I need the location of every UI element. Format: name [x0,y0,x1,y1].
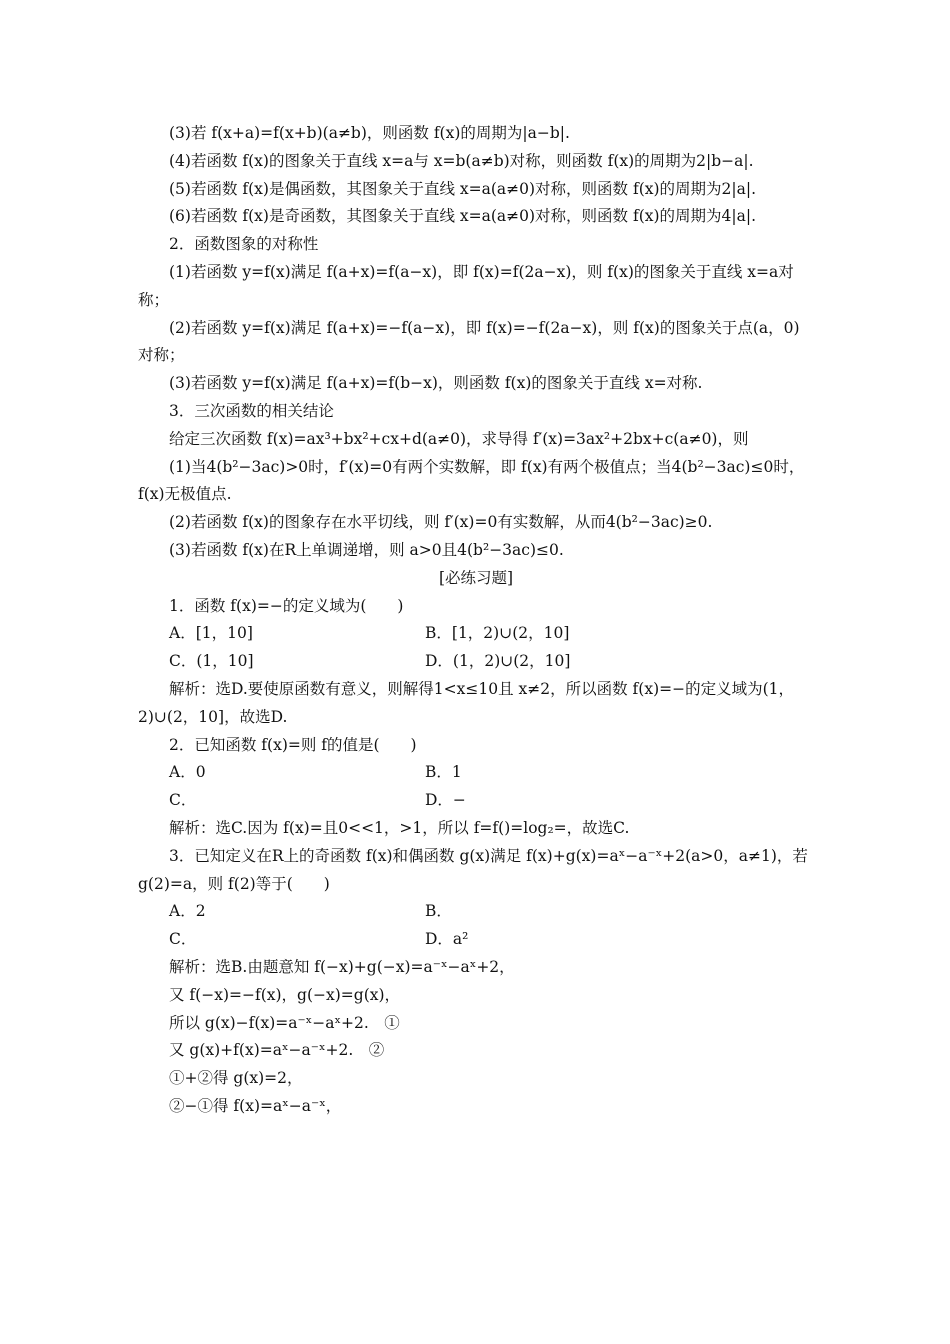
q2-analysis: 解析：选C.因为 f(x)=且0<<1，>1，所以 f=f()=log₂=，故选C. [169,818,630,837]
q1-option-a: A．[1，10] [169,624,253,643]
heading-symmetry: 2．函数图象的对称性 [169,235,319,254]
q3-option-b: B． [425,902,452,921]
q3-option-c: C． [169,930,197,949]
q3-analysis-line-3: 所以 g(x)−f(x)=a⁻ˣ−aˣ+2. ① [169,1013,400,1032]
q2-options-row-2 [138,787,814,815]
symmetry-rule-3: (3)若函数 y=f(x)满足 f(a+x)=f(b−x)，则函数 f(x)的图象关于直线 x=对称. [169,374,703,393]
q3-analysis-line-4: 又 g(x)+f(x)=aˣ−a⁻ˣ+2. ② [169,1041,385,1060]
cubic-intro: 给定三次函数 f(x)=ax³+bx²+cx+d(a≠0)，求导得 f′(x)=3ax²+2bx+c(a≠0)，则 [169,429,749,448]
cubic-rule-3: (3)若函数 f(x)在R上单调递增，则 a>0且4(b²−3ac)≤0. [169,540,564,559]
cubic-rule-1: (1)当4(b²−3ac)>0时，f′(x)=0有两个实数解，即 f(x)有两个极值点；当4(b²−3ac)≤0时，f(x)无极值点. [138,457,805,504]
q3-stem: 3．已知定义在R上的奇函数 f(x)和偶函数 g(x)满足 f(x)+g(x)=aˣ−a⁻ˣ+2(a>0，a≠1)，若 g(2)=a，则 f(2)等于( ) [138,846,813,893]
q3-option-a: A．2 [169,902,206,921]
q2-option-c: C． [169,791,197,810]
heading-cubic: 3．三次函数的相关结论 [169,401,334,420]
q2-option-a: A．0 [169,763,206,782]
cubic-rule-2: (2)若函数 f(x)的图象存在水平切线，则 f′(x)=0有实数解，从而4(b²−3ac)≥0. [169,513,713,532]
period-rule-6: (6)若函数 f(x)是奇函数，其图象关于直线 x=a(a≠0)对称，则函数 f(x)的周期为4|a|. [169,207,757,226]
q3-analysis-line-1: 解析：选B.由题意知 f(−x)+g(−x)=a⁻ˣ−aˣ+2， [169,957,515,976]
period-rule-3: (3)若 f(x+a)=f(x+b)(a≠b)，则函数 f(x)的周期为|a−b|. [169,124,570,142]
period-rule-5: (5)若函数 f(x)是偶函数，其图象关于直线 x=a(a≠0)对称，则函数 f(x)的周期为2|a|. [169,179,757,198]
q1-option-d: D．(1，2)∪(2，10] [425,652,571,671]
period-rule-4: (4)若函数 f(x)的图象关于直线 x=a与 x=b(a≠b)对称，则函数 f(x)的周期为2|b−a|. [169,151,754,170]
section-title: [必练习题] [438,568,514,587]
q3-options-row-1 [138,898,814,926]
document-body [138,120,814,1121]
q3-option-d: D．a² [425,930,469,949]
symmetry-rule-2: (2)若函数 y=f(x)满足 f(a+x)=−f(a−x)，即 f(x)=−f(2a−x)，则 f(x)的图象关于点(a，0)对称； [138,318,800,365]
q1-option-c: C．(1，10] [169,652,254,671]
q1-stem: 1．函数 f(x)=−的定义域为( ) [169,596,404,615]
q2-option-b: B．1 [425,763,462,782]
q3-analysis-line-6: ②−①得 f(x)=aˣ−a⁻ˣ， [169,1096,342,1115]
q3-options-row-2 [138,926,814,954]
q1-options-row-2 [138,648,814,676]
q3-analysis-line-5: ①+②得 g(x)=2， [169,1069,303,1088]
q2-stem: 2．已知函数 f(x)=则 f的值是( ) [169,735,417,754]
q1-option-b: B．[1，2)∪(2，10] [425,624,570,643]
q1-options-row-1 [138,620,814,648]
q3-analysis-line-2: 又 f(−x)=−f(x)，g(−x)=g(x)， [169,985,401,1004]
q2-option-d: D．− [425,791,466,810]
q1-analysis: 解析：选D.要使原函数有意义，则解得1<x≤10且 x≠2，所以函数 f(x)=−的定义域为(1，2)∪(2，10]，故选D. [138,679,795,726]
q2-options-row-1 [138,759,814,787]
symmetry-rule-1: (1)若函数 y=f(x)满足 f(a+x)=f(a−x)，即 f(x)=f(2a−x)，则 f(x)的图象关于直线 x=a对称； [138,262,794,309]
